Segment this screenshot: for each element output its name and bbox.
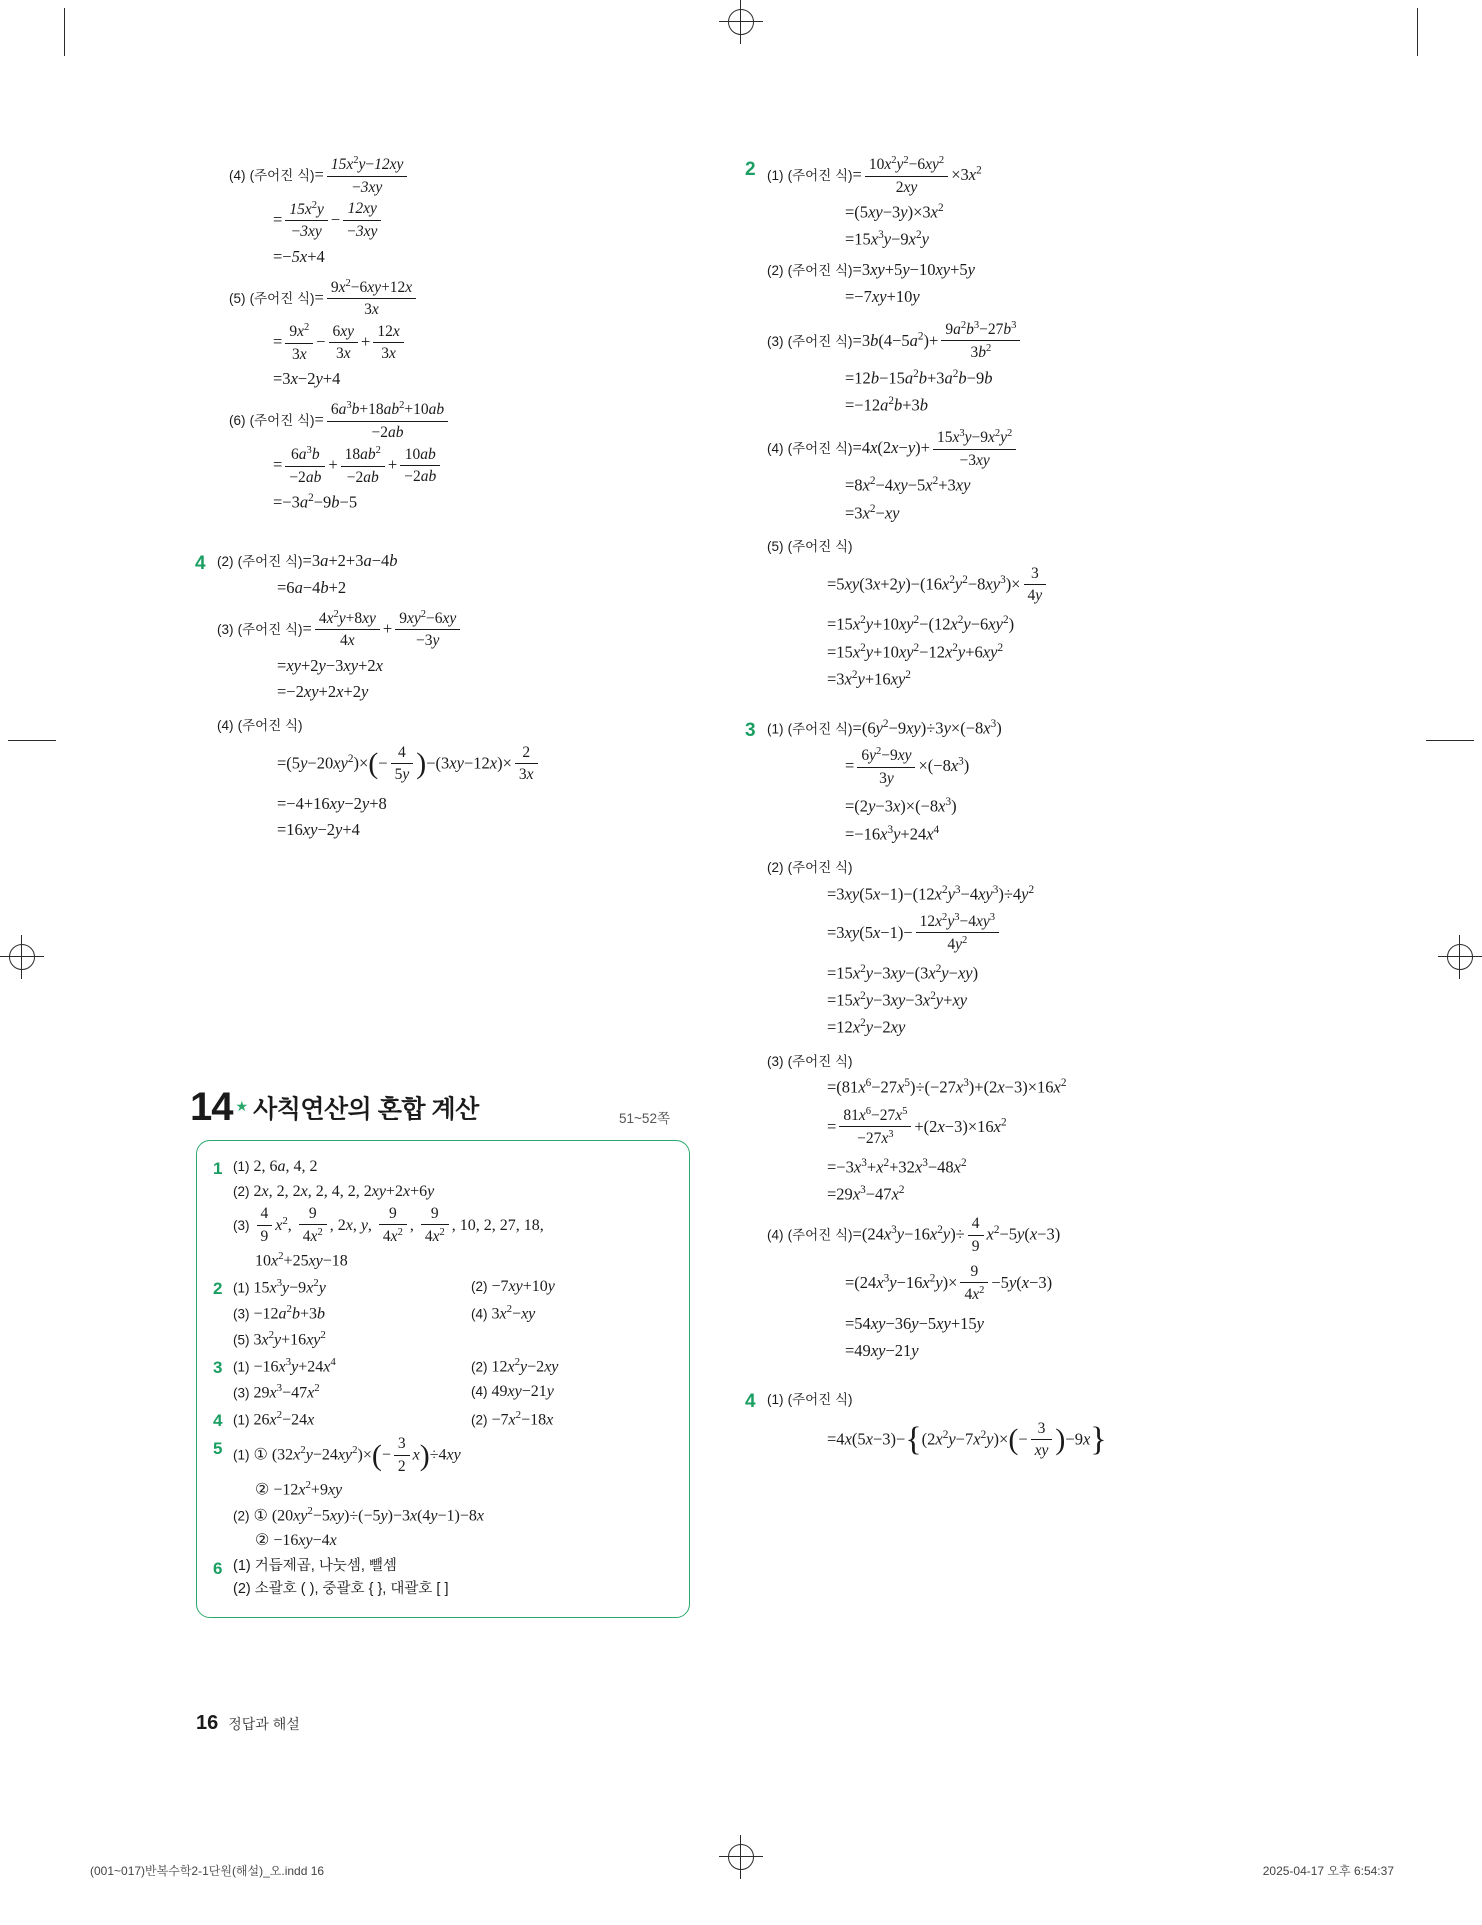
- solution-line: = $\frac{81x^6-27x^5}{-27x^3}$ $+(2x-3)\times 16x^2$: [827, 1105, 1007, 1148]
- left-column: [195, 155, 665, 849]
- solution-line: =54xy−36y−5xy+15y: [845, 1313, 984, 1333]
- solution-group-continued: [195, 155, 665, 515]
- item-number: 4: [745, 1391, 756, 1413]
- answer-line: (2) 소괄호 ( ), 중괄호 { }, 대괄호 [ ]: [233, 1580, 449, 1597]
- answer-item-1: [213, 1155, 671, 1274]
- answer-line: ② $-12x^2+9xy$: [255, 1479, 343, 1499]
- solution-line: (2) (주어진 식): [767, 859, 853, 875]
- answer-line: (1) $26x^2-24x$: [233, 1409, 315, 1429]
- solution-line: $=-12a^2b+3b$: [845, 395, 929, 415]
- solution-line: =−7xy+10y: [845, 287, 920, 307]
- answer-item-4: [213, 1407, 671, 1434]
- answer-line: (1) 거듭제곱, 나눗셈, 뺄셈: [233, 1558, 397, 1575]
- solution-line: (3) (주어진 식)$=3b(4-5a^2)+$ $\frac{9a^2b^3-27b^3}{3b^2}$: [767, 320, 1215, 364]
- answer-line: ② −16xy−4x: [255, 1532, 337, 1550]
- item-number: 4: [195, 553, 206, 575]
- solution-line: (2) (주어진 식)=3xy+5y−10xy+5y: [767, 260, 975, 280]
- solution-line: $=12x^2y-2xy$: [827, 1017, 906, 1037]
- answer-item-6: [213, 1555, 671, 1600]
- item-number: 4: [213, 1411, 223, 1431]
- solution-line: (1) (주어진 식): [767, 1392, 853, 1408]
- solution-line: $=-3a^2-9b-5$: [273, 491, 358, 512]
- solution-line: =6a−4b+2: [277, 577, 347, 597]
- item-number: 6: [213, 1559, 223, 1579]
- section-header: [190, 1085, 670, 1130]
- answer-line: (2) 2x, 2, 2x, 2, 4, 2, 2xy+2x+6y: [233, 1182, 435, 1200]
- solution-line: $=15x^2y-3xy-(3x^2y-xy)$: [827, 962, 979, 983]
- solution-line: $=(5y-20xy^2)\times(-$ $\frac{4}{5y}$ )−(3xy−12x)× $\frac{2}{3x}$: [217, 744, 665, 786]
- item-number: 2: [745, 159, 756, 180]
- answer-line: (4) $3x^2-xy$: [471, 1302, 536, 1323]
- solution-item-2: [745, 155, 1215, 694]
- item-number: 5: [213, 1439, 223, 1459]
- solution-line: $=15x^2y+10xy^2-(12x^2y-6xy^2)$: [827, 614, 1015, 634]
- item-number: 3: [745, 720, 756, 742]
- solution-line: = $\frac{6y^2-9xy}{3y}$ $\times(-8x^3)$: [845, 746, 970, 787]
- solution-line: (1) (주어진 식)= $\frac{10x^2y^2-6xy^2}{2xy}$ $\times 3x^2$: [767, 155, 982, 196]
- solution-item-4: [195, 549, 665, 845]
- answer-item-3: [213, 1354, 671, 1406]
- solution-line: = $\frac{15x^2y}{-3xy}$ − $\frac{12xy}{-3xy}$: [195, 200, 665, 243]
- section-title: 사칙연산의 혼합 계산: [253, 1095, 479, 1124]
- item-number: 3: [213, 1358, 223, 1377]
- solution-line: (5) (주어진 식): [767, 538, 853, 554]
- answer-item-5: [213, 1435, 671, 1554]
- solution-line: $=15x^2y-3xy-3x^2y+xy$: [827, 990, 968, 1010]
- answer-line: (4) 49xy−21y: [471, 1383, 554, 1401]
- answer-line: (2) −7xy+10y: [471, 1277, 555, 1295]
- right-column: [745, 155, 1215, 1468]
- item-number: 1: [213, 1159, 223, 1178]
- solution-line: =49xy−21y: [845, 1340, 919, 1360]
- solution-line: =−2xy+2x+2y: [277, 682, 369, 702]
- answer-line: $10x^2+25xy-18$: [255, 1249, 348, 1269]
- answer-line: (1) $15x^3y-9x^2y$: [233, 1276, 326, 1296]
- solution-line: (3) (주어진 식)= $\frac{4x^2y+8xy}{4x}$ + $\frac{9xy^2-6xy}{-3y}$: [217, 609, 665, 652]
- page-footer: [196, 1712, 300, 1735]
- solution-item-3: [745, 716, 1215, 1365]
- section-number: 14: [190, 1085, 233, 1129]
- solution-line: =3xy(5x−1)− $\frac{12x^2y^3-4xy^3}{4y^2}$: [767, 912, 1215, 956]
- answer-line: (5) $3x^2y+16xy^2$: [233, 1328, 326, 1349]
- answer-line: (1) ① $(32x^2y-24xy^2)\times(-$ $\frac{3}{2}$ x)÷4xy: [233, 1435, 461, 1475]
- item-number: 2: [213, 1278, 223, 1298]
- solution-line: $=3x^2y+16xy^2$: [827, 668, 911, 689]
- solution-line: (4) (주어진 식)= $\frac{15x^2y-12xy}{-3xy}$: [195, 155, 665, 198]
- solution-item-4-right: [745, 1387, 1215, 1464]
- timestamp-slug: 2025-04-17 오후 6:54:37: [1262, 1864, 1394, 1878]
- solution-line: $=(81x^6-27x^5)\div(-27x^3)+(2x-3)\times 16x^2$: [827, 1077, 1067, 1097]
- file-slug: (001~017)반복수학2-1단원(해설)_오.indd 16: [90, 1864, 325, 1878]
- solution-line: =16xy−2y+4: [277, 820, 360, 840]
- section-page-range: 51~52쪽: [619, 1111, 670, 1126]
- solution-line: $=-3x^3+x^2+32x^3-48x^2$: [827, 1156, 967, 1177]
- solution-line: $=4x(5x-3)-\{(2x^2y-7x^2y)\times(-$ $\frac{3}{xy}$ )−9x}: [827, 1420, 1107, 1460]
- answer-line: $(1) -16x^3y+24x^4$: [233, 1356, 336, 1376]
- solution-line: $=8x^2-4xy-5x^2+3xy$: [845, 475, 971, 495]
- answer-line: (3) $29x^3-47x^2$: [233, 1382, 320, 1402]
- solution-line: $=29x^3-47x^2$: [827, 1183, 905, 1204]
- star-icon: ★: [235, 1100, 249, 1115]
- solution-line: (2) (주어진 식)=3a+2+3a−4b: [217, 551, 398, 571]
- solution-line: $=(24x^3y-16x^2y)\times$ $\frac{9}{4x^2}$ −5y(x−3): [845, 1262, 1053, 1304]
- solution-line: (3) (주어진 식): [767, 1053, 853, 1069]
- solution-line: $=15x^2y+10xy^2-12x^2y+6xy^2$: [827, 641, 1004, 662]
- solution-line: =xy+2y−3xy+2x: [277, 655, 383, 675]
- answer-line: (2) $12x^2y-2xy$: [471, 1356, 559, 1376]
- answer-line: (2) ① $(20xy^2-5xy)\div(-5y)-3x(4y-1)-8x$: [233, 1505, 485, 1525]
- solution-line: =−4+16xy−2y+8: [277, 793, 387, 813]
- answer-box: [196, 1140, 690, 1618]
- solution-line: (1) (주어진 식)$=(6y^2-9xy)\div 3y\times(-8x^3)$: [767, 718, 1002, 738]
- solution-line: = $\frac{6a^3b}{-2ab}$ + $\frac{18ab^2}{-2ab}$ + $\frac{10ab}{-2ab}$: [195, 445, 665, 488]
- page-footer-label: 정답과 해설: [228, 1716, 300, 1732]
- answer-line: $(3) -12a^2b+3b$: [233, 1302, 325, 1323]
- answer-item-2: [213, 1275, 671, 1353]
- answer-line: (3) $\frac{4}{9}$ $x^2$, $\frac{9}{4x^2}$ , 2x, y, $\frac{9}{4x^2}$ , $\frac{9}{4x^2}$ , 10, 2, 27, 18,: [233, 1204, 544, 1246]
- solution-line: =3x−2y+4: [273, 369, 341, 389]
- solution-line: (4) (주어진 식)$=(24x^3y-16x^2y)\div$ $\frac{4}{9}$ $x^2-5y(x-3)$: [767, 1215, 1061, 1255]
- solution-line: $=5xy(3x+2y)-(16x^2y^2-8xy^3)\times$ $\frac{3}{4y}$: [767, 565, 1215, 607]
- solution-line: $=12b-15a^2b+3a^2b-9b$: [845, 367, 993, 388]
- solution-line: (6) (주어진 식)= $\frac{6a^3b+18ab^2+10ab}{-2ab}$: [195, 400, 665, 443]
- solution-line: $=(5xy-3y)\times 3x^2$: [845, 201, 944, 222]
- solution-line: $=-16x^3y+24x^4$: [845, 823, 940, 844]
- solution-line: $=15x^3y-9x^2y$: [845, 229, 929, 249]
- solution-line: $=(2y-3x)\times(-8x^3)$: [845, 796, 957, 816]
- solution-line: $=3x^2-xy$: [845, 502, 900, 523]
- answer-line: $(2) -7x^2-18x$: [471, 1409, 554, 1429]
- solution-line: (5) (주어진 식)= $\frac{9x^2-6xy+12x}{3x}$: [195, 278, 665, 321]
- solution-line: (4) (주어진 식)=4x(2x−y)+ $\frac{15x^3y-9x^2y^2}{-3xy}$: [767, 428, 1215, 471]
- solution-line: $=3xy(5x-1)-(12x^2y^3-4xy^3)\div 4y^2$: [827, 883, 1035, 904]
- solution-line: =−5x+4: [273, 246, 325, 266]
- answer-line: (1) 2, 6a, 4, 2: [233, 1158, 318, 1175]
- solution-line: (4) (주어진 식): [217, 718, 303, 734]
- solution-line: = $\frac{9x^2}{3x}$ − $\frac{6xy}{3x}$ + $\frac{12x}{3x}$: [195, 322, 665, 365]
- page-number: 16: [196, 1712, 219, 1734]
